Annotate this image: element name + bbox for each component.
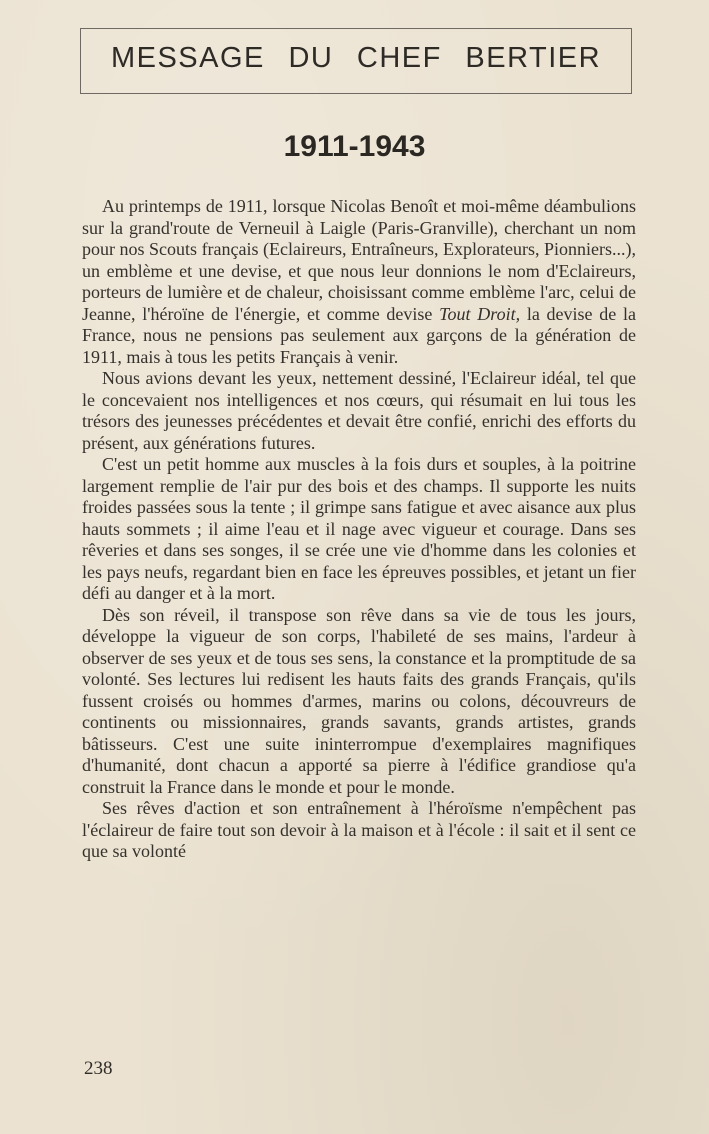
paragraph-5: Ses rêves d'action et son entraînement à l'héroïsme n'empêchent pas l'éclaireur de faire tout son devoir à la maison et à l'école : il sait et il sent ce que sa volonté (82, 798, 636, 861)
page-number: 238 (84, 1058, 113, 1079)
body-text (82, 196, 636, 863)
paragraph-1-text-end: la devise de la France, nous ne pensions pas seulement aux garçons de la génération de 1911, mais à tous les petits Français à venir. (82, 303, 636, 367)
paragraph-1-motto: Tout Droit, (439, 303, 521, 324)
chapter-title: MESSAGE DU CHEF BERTIER (110, 42, 602, 74)
paragraph-1 (82, 196, 636, 368)
paragraph-3: C'est un petit homme aux muscles à la fois durs et souples, à la poitrine largement remplie de l'air pur des bois et des champs. Il supporte les nuits froides passées sous la tente ; il grimpe sans fatigue et avec aisance aux plus hauts sommets ; il aime l'eau et il nage avec vigueur et courage. Dans ses rêveries et dans ses songes, il se crée une vie d'homme dans les colonies et les pays neufs, regardant bien en face les épreuves possibles, et jetant un fier défi au danger et à la mort. (82, 454, 636, 603)
paragraph-4: Dès son réveil, il transpose son rêve dans sa vie de tous les jours, développe la vigueur de son corps, l'habileté de ses mains, l'ardeur à observer de ses yeux et de tous ses sens, la constance et la promptitude de sa volonté. Ses lectures lui redisent les hauts faits des grands Français, qu'ils fussent croisés ou hommes d'armes, marins ou colons, découvreurs de continents ou missionnaires, grands savants, grands artistes, grands bâtisseurs. C'est une suite ininterrompue d'exemplaires magnifiques d'humanité, dont chacun a apporté sa pierre à l'édifice grandiose qu'a construit la France dans le monde et pour le monde. (82, 604, 636, 797)
paragraph-2: Nous avions devant les yeux, nettement dessiné, l'Eclaireur idéal, tel que le concevaient nos intelligences et nos cœurs, qui résumait en lui tous les trésors des jeunesses précédentes et devait être confié, enrichi des efforts du présent, aux générations futures. (82, 368, 636, 453)
header-box (80, 28, 632, 94)
section-heading-years: 1911-1943 (283, 130, 426, 163)
paragraph-1-text: Au printemps de 1911, lorsque Nicolas Benoît et moi-même déambulions sur la grand'route de Verneuil à Laigle (Paris-Granville), cherchant un nom pour nos Scouts français (Eclaireurs, Entraîneurs, Explorateurs, Pionniers...), un emblème et une devise, et que nous leur donnions le nom d'Eclaireurs, porteurs de lumière et de chaleur, choisissant comme emblème l'arc, celui de Jeanne, l'héroïne de l'énergie, et comme devise (82, 196, 636, 324)
